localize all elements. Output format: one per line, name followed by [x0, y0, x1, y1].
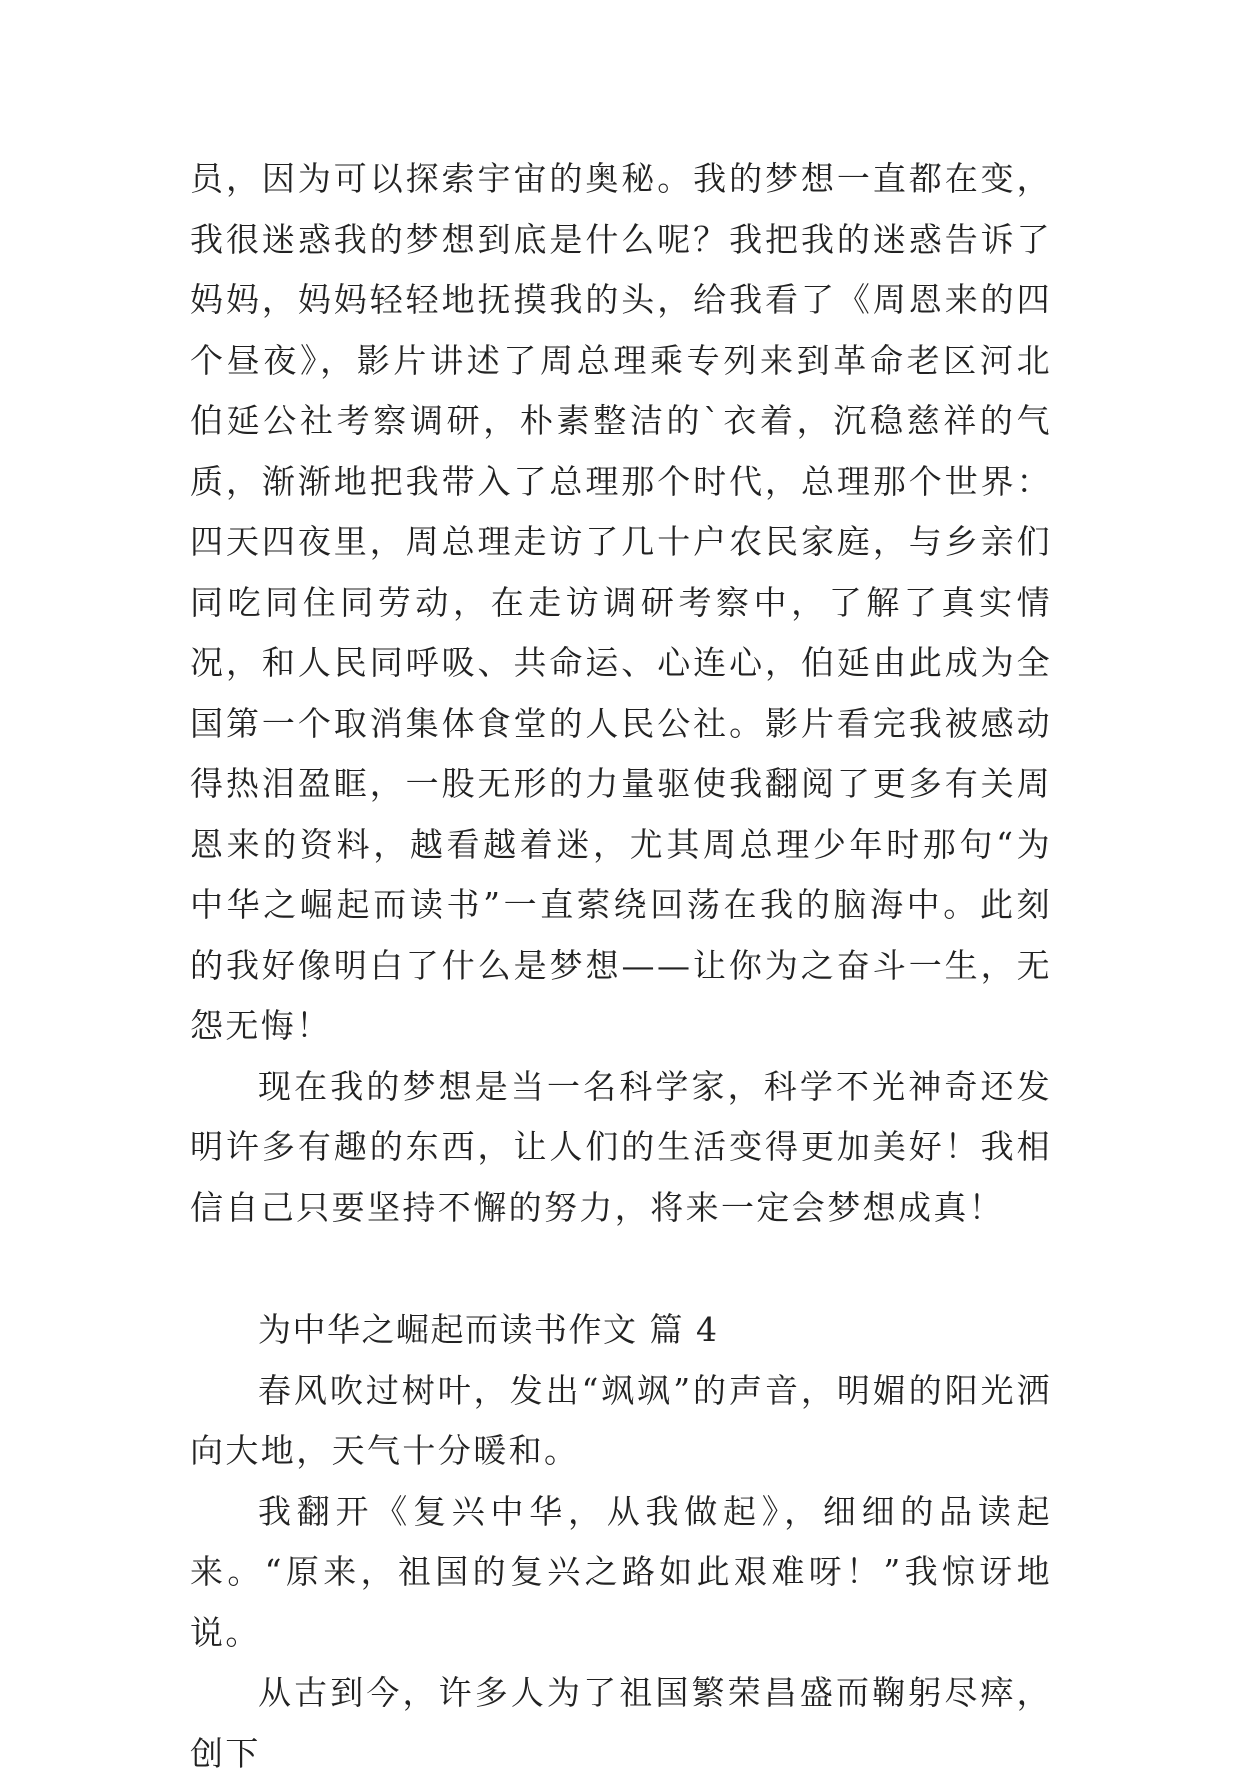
paragraph-open-book: 我翻开《复兴中华，从我做起》，细细的品读起来。“原来，祖国的复兴之路如此艰难呀！”我惊讶地说。	[190, 1491, 1052, 1652]
section-heading: 为中华之崛起而读书作文 篇 4	[258, 1310, 719, 1349]
paragraph-continued: 员，因为可以探索宇宙的奥秘。我的梦想一直都在变，我很迷惑我的梦想到底是什么呢？我把我的迷惑告诉了妈妈，妈妈轻轻地抚摸我的头，给我看了《周恩来的四个昼夜》，影片讲述了周总理乘专列来到革命老区河北伯延公社考察调研，朴素整洁的`衣着，沉稳慈祥的气质，渐渐地把我带入了总理那个时代，总理那个世界：四天四夜里，周总理走访了几十户农民家庭，与乡亲们同吃同住同劳动，在走访调研考察中，了解了真实情况，和人民同呼吸、共命运、心连心，伯延由此成为全国第一个取消集体食堂的人民公社。影片看完我被感动得热泪盈眶，一股无形的力量驱使我翻阅了更多有关周恩来的资料，越看越着迷，尤其周总理少年时那句“为中华之崛起而读书”一直萦绕回荡在我的脑海中。此刻的我好像明白了什么是梦想——让你为之奋斗一生，无怨无悔！	[190, 159, 1052, 1045]
document-page	[190, 149, 1052, 1784]
paragraph-history: 从古到今，许多人为了祖国繁荣昌盛而鞠躬尽瘁，创下	[190, 1673, 1052, 1773]
paragraph-spring-wind: 春风吹过树叶，发出“飒飒”的声音，明媚的阳光洒向大地，天气十分暖和。	[190, 1370, 1052, 1470]
paragraph-dream-scientist: 现在我的梦想是当一名科学家，科学不光神奇还发明许多有趣的东西，让人们的生活变得更加美好！我相信自己只要坚持不懈的努力，将来一定会梦想成真！	[190, 1066, 1052, 1227]
